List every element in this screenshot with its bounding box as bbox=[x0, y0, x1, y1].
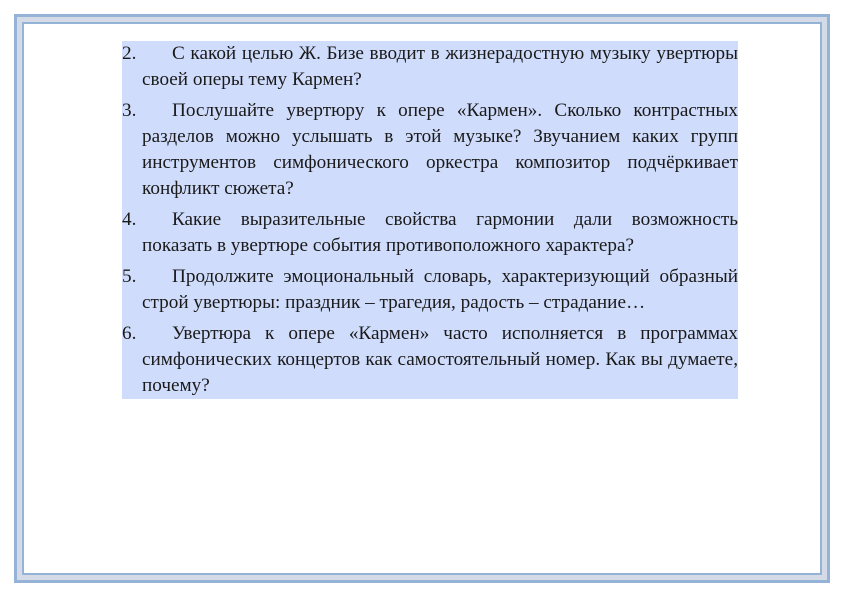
question-item bbox=[122, 207, 738, 259]
question-number: 4. bbox=[122, 209, 137, 230]
question-item bbox=[122, 41, 738, 93]
question-text: Продолжите эмоциональный словарь, характеризующий образный строй увертюры: праздник – трагедия, радость – страдание… bbox=[142, 266, 738, 313]
question-text: Увертюра к опере «Кармен» часто исполняется в программах симфонических концертов как самостоятельный номер. Как вы думаете, почему? bbox=[142, 323, 738, 396]
question-item bbox=[122, 321, 738, 399]
question-number: 6. bbox=[122, 323, 137, 344]
question-text: С какой целью Ж. Бизе вводит в жизнерадостную музыку увертюры своей оперы тему Кармен? bbox=[142, 43, 738, 90]
question-number: 3. bbox=[122, 100, 137, 121]
question-number: 2. bbox=[122, 43, 137, 64]
question-number: 5. bbox=[122, 266, 137, 287]
question-item bbox=[122, 98, 738, 202]
question-text: Какие выразительные свойства гармонии дали возможность показать в увертюре события противоположного характера? bbox=[142, 209, 738, 256]
question-text: Послушайте увертюру к опере «Кармен». Сколько контрастных разделов можно услышать в этой музыке? Звучанием каких групп инструментов симфонического оркестра композитор подчёркивает конфликт сюжета? bbox=[142, 100, 738, 199]
question-list bbox=[122, 41, 738, 399]
question-item bbox=[122, 264, 738, 316]
